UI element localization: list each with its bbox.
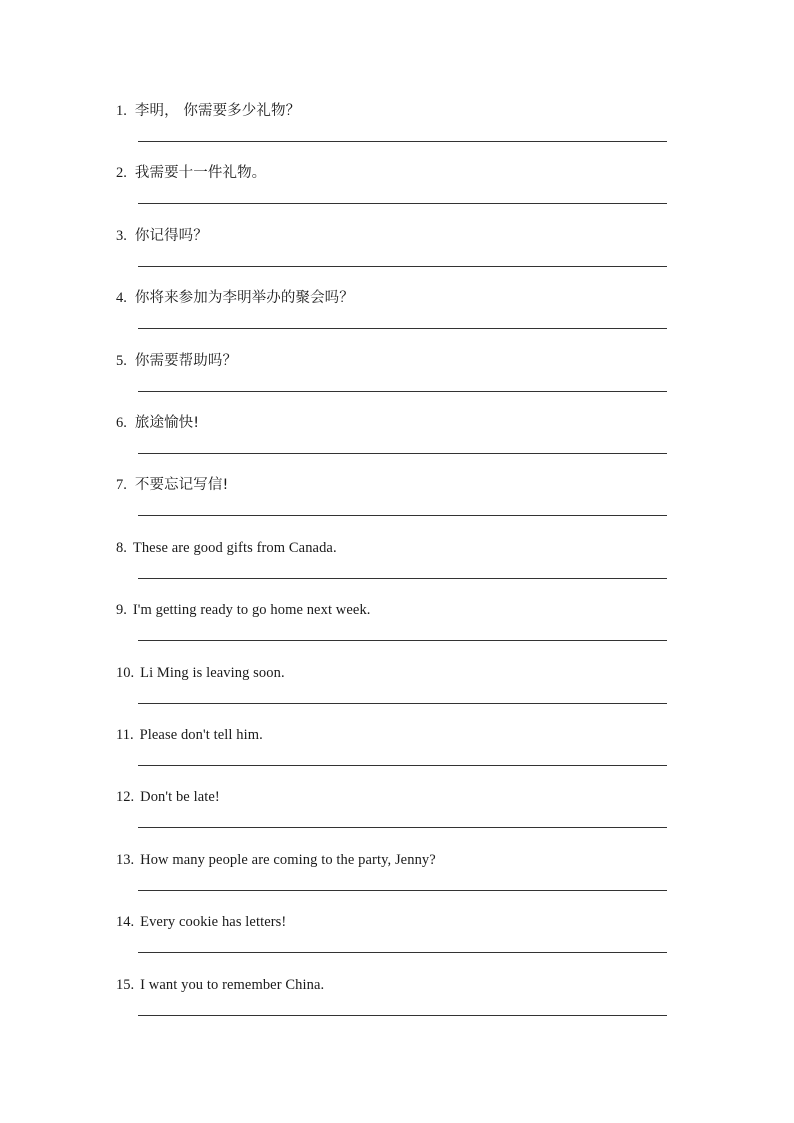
question-text: I want you to remember China.: [140, 977, 325, 993]
question-prompt: [116, 787, 220, 807]
question-number: 4.: [116, 290, 127, 306]
question-number: 11.: [116, 727, 134, 743]
question-item: [116, 413, 676, 473]
answer-line[interactable]: [138, 952, 667, 953]
answer-line[interactable]: [138, 1015, 667, 1016]
answer-line[interactable]: [138, 703, 667, 704]
question-prompt: [116, 475, 228, 495]
question-prompt: [116, 850, 436, 870]
answer-line[interactable]: [138, 765, 667, 766]
question-text: Don't be late!: [140, 789, 220, 805]
answer-line[interactable]: [138, 141, 667, 142]
question-text: I'm getting ready to go home next week.: [132, 602, 371, 618]
question-item: [116, 288, 676, 348]
question-prompt: [116, 288, 354, 308]
question-text: Please don't tell him.: [139, 727, 263, 743]
question-item: [116, 912, 676, 972]
question-number: 6.: [116, 415, 127, 431]
question-item: [116, 226, 676, 286]
question-text: 你将来参加为李明举办的聚会吗？: [134, 290, 354, 306]
question-prompt: [116, 163, 266, 183]
question-prompt: [116, 600, 371, 620]
answer-line[interactable]: [138, 827, 667, 828]
answer-line[interactable]: [138, 453, 667, 454]
question-text: How many people are coming to the party, Jenny?: [140, 852, 436, 868]
question-number: 8.: [116, 540, 127, 556]
answer-line[interactable]: [138, 578, 667, 579]
question-text: These are good gifts from Canada.: [132, 540, 337, 556]
question-item: [116, 850, 676, 910]
answer-line[interactable]: [138, 640, 667, 641]
question-text: 我需要十一件礼物。: [134, 165, 267, 181]
answer-line[interactable]: [138, 391, 667, 392]
answer-line[interactable]: [138, 515, 667, 516]
question-number: 15.: [116, 977, 135, 993]
question-prompt: [116, 101, 300, 121]
answer-line[interactable]: [138, 266, 667, 267]
question-item: [116, 163, 676, 223]
question-prompt: [116, 413, 199, 433]
question-prompt: [116, 663, 285, 683]
question-number: 2.: [116, 165, 127, 181]
question-prompt: [116, 538, 337, 558]
question-text: 李明， 你需要多少礼物？: [134, 103, 301, 119]
question-number: 14.: [116, 914, 135, 930]
question-prompt: [116, 912, 286, 932]
question-item: [116, 101, 676, 161]
question-item: [116, 663, 676, 723]
question-number: 10.: [116, 665, 135, 681]
answer-line[interactable]: [138, 203, 667, 204]
question-item: [116, 725, 676, 785]
question-text: Li Ming is leaving soon.: [140, 665, 285, 681]
question-number: 13.: [116, 852, 135, 868]
question-item: [116, 538, 676, 598]
question-prompt: [116, 725, 263, 745]
question-prompt: [116, 975, 324, 995]
question-number: 9.: [116, 602, 127, 618]
question-text: 你需要帮助吗？: [134, 353, 238, 369]
question-number: 12.: [116, 789, 135, 805]
question-number: 7.: [116, 477, 127, 493]
question-item: [116, 975, 676, 1035]
question-text: 不要忘记写信!: [134, 477, 229, 493]
question-item: [116, 787, 676, 847]
question-text: 旅途愉快!: [134, 415, 200, 431]
question-item: [116, 600, 676, 660]
question-item: [116, 351, 676, 411]
answer-line[interactable]: [138, 328, 667, 329]
question-text: 你记得吗？: [134, 228, 208, 244]
question-number: 1.: [116, 103, 127, 119]
question-number: 3.: [116, 228, 127, 244]
question-prompt: [116, 351, 237, 371]
question-item: [116, 475, 676, 535]
question-prompt: [116, 226, 208, 246]
question-text: Every cookie has letters!: [140, 914, 287, 930]
answer-line[interactable]: [138, 890, 667, 891]
question-number: 5.: [116, 353, 127, 369]
